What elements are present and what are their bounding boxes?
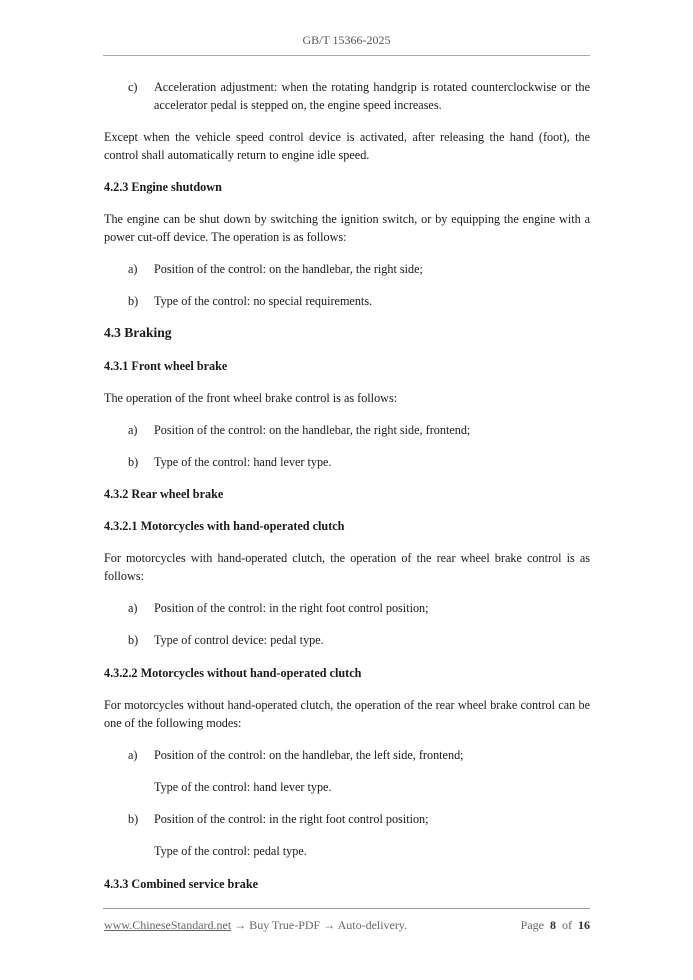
page-header: GB/T 15366-2025	[302, 33, 391, 47]
list-item-b	[128, 292, 590, 310]
heading-4-3-2: 4.3.2 Rear wheel brake	[104, 487, 224, 501]
list-item-b	[128, 631, 590, 649]
list-item-a	[128, 746, 590, 764]
page-label: Page	[520, 918, 544, 932]
list-text: Position of the control: on the handlebar, the left side, frontend;	[154, 748, 464, 762]
list-item-b	[128, 453, 590, 471]
footer-rule	[103, 908, 590, 909]
list-item-a	[128, 421, 590, 439]
list-text: Type of the control: no special requirements.	[154, 294, 373, 308]
heading-4-3-3: 4.3.3 Combined service brake	[104, 877, 259, 891]
paragraph-rear-with-clutch: For motorcycles with hand-operated clutch, the operation of the rear wheel brake control is as follows:	[104, 551, 590, 583]
page-indicator	[521, 918, 590, 933]
list-marker: a)	[128, 748, 138, 762]
list-marker: c)	[128, 80, 138, 94]
header-rule	[103, 55, 590, 56]
paragraph-idle-return: Except when the vehicle speed control device is activated, after releasing the hand (foot), the control shall automatically return to engine idle speed.	[104, 130, 590, 162]
list-marker: b)	[128, 294, 139, 308]
page-number: 8	[550, 918, 556, 932]
footer-promo	[104, 918, 407, 933]
site-link[interactable]: www.ChineseStandard.net	[104, 918, 232, 932]
list-marker: a)	[128, 262, 138, 276]
list-marker: b)	[128, 455, 139, 469]
list-item-b	[128, 810, 590, 828]
list-text: Type of control device: pedal type.	[154, 633, 324, 647]
list-subtext: Type of the control: pedal type.	[154, 844, 307, 858]
list-marker: b)	[128, 812, 139, 826]
list-text: Position of the control: in the right foot control position;	[154, 601, 429, 615]
list-marker: a)	[128, 423, 138, 437]
list-item-a	[128, 260, 590, 278]
list-item-c	[128, 78, 590, 114]
heading-4-3-2-1: 4.3.2.1 Motorcycles with hand-operated clutch	[104, 519, 345, 533]
list-item-a-sub	[128, 778, 590, 796]
list-subtext: Type of the control: hand lever type.	[154, 780, 332, 794]
heading-4-2-3: 4.2.3 Engine shutdown	[104, 180, 222, 194]
list-text: Type of the control: hand lever type.	[154, 455, 332, 469]
list-item-a	[128, 599, 590, 617]
paragraph-front-brake: The operation of the front wheel brake control is as follows:	[104, 391, 398, 405]
heading-4-3: 4.3 Braking	[104, 325, 172, 340]
list-item-b-sub	[128, 842, 590, 860]
list-text: Position of the control: in the right foot control position;	[154, 812, 429, 826]
paragraph-rear-without-clutch: For motorcycles without hand-operated clutch, the operation of the rear wheel brake control can be one of the following modes:	[104, 698, 590, 730]
list-text: Position of the control: on the handlebar, the right side;	[154, 262, 423, 276]
page-total: 16	[578, 918, 590, 932]
list-marker: a)	[128, 601, 138, 615]
list-marker: b)	[128, 633, 139, 647]
paragraph-engine-shutdown: The engine can be shut down by switching the ignition switch, or by equipping the engine with a power cut-off device. The operation is as follows:	[104, 212, 590, 244]
list-text: Position of the control: on the handlebar, the right side, frontend;	[154, 423, 471, 437]
heading-4-3-1: 4.3.1 Front wheel brake	[104, 359, 228, 373]
promo-text: → Buy True-PDF → Auto-delivery.	[231, 918, 408, 932]
heading-4-3-2-2: 4.3.2.2 Motorcycles without hand-operated clutch	[104, 666, 362, 680]
list-text: Acceleration adjustment: when the rotating handgrip is rotated counterclockwise or the accelerator pedal is stepped on, the engine speed increases.	[154, 80, 590, 112]
of-label: of	[562, 918, 572, 932]
